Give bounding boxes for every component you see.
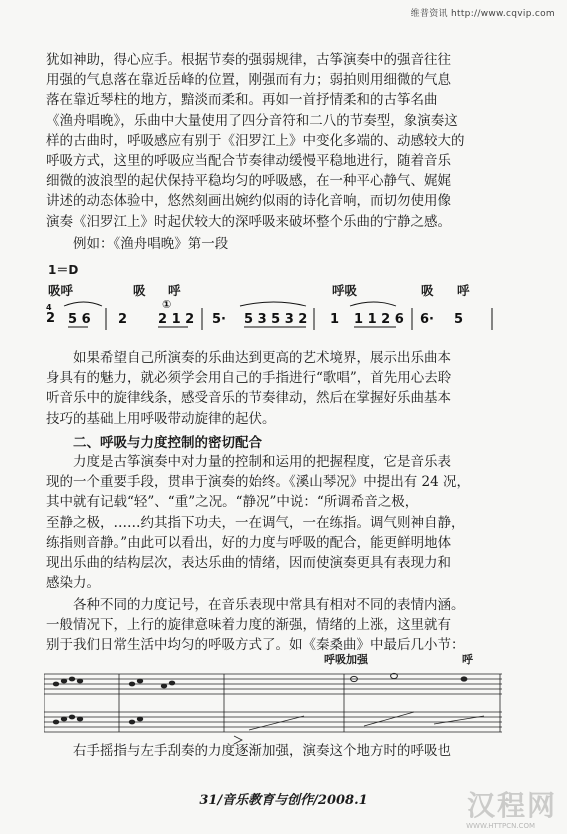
circled-mark: ① bbox=[162, 298, 172, 311]
text-line: 技巧的基础上用呼吸带动旋律的起伏。 bbox=[46, 410, 276, 427]
text-line: 练指则音静。”由此可以看出，好的力度与呼吸的配合，能更鲜明地体 bbox=[46, 534, 452, 551]
note-group: 2 1 2 bbox=[158, 312, 195, 327]
text-line: 《渔舟唱晚》，乐曲中大量使用了四分音符和二八的节奏型，象演奏这 bbox=[46, 112, 458, 129]
breath-mark: 呼 bbox=[168, 283, 181, 298]
text-line: 其中就有记载“轻”、“重”之况。“静况”中说：“所调希音之极， bbox=[46, 494, 419, 511]
text-line: 用强的气息落在靠近岳峰的位置，刚强而有力；弱拍则用细微的气息 bbox=[46, 72, 451, 89]
text-line: 讲述的动态体验中，悠然刻画出婉约似雨的诗化音响，而切勿使用像 bbox=[46, 193, 451, 210]
paragraph-1 bbox=[46, 50, 504, 232]
text-line: 力度是古筝演奏中对力量的控制和运用的把握程度，它是音乐表 bbox=[73, 454, 451, 470]
text-line: 一般情况下，上行的旋律意味着力度的渐强，情绪的上涨，这里就有 bbox=[46, 617, 451, 634]
text-line: 落在靠近琴柱的地方，黯淡而柔和。再如一首抒情柔和的古筝名曲 bbox=[46, 92, 438, 109]
header-watermark: 维普资讯 http://www.cqvip.com bbox=[410, 9, 555, 19]
note-group: 5 3 5 3 2 bbox=[244, 312, 308, 327]
text-line: 别于我们日常生活中均匀的呼吸方式了。如《秦桑曲》中最后几小节： bbox=[46, 637, 465, 654]
staff-notation bbox=[44, 666, 504, 746]
example-label: 例如：《渔舟唱晚》第一段 bbox=[73, 236, 229, 252]
paragraph-2 bbox=[46, 348, 504, 429]
svg-text:6·: 6· bbox=[420, 312, 434, 327]
site-logo: 汉程网 bbox=[466, 789, 557, 822]
paragraph-4 bbox=[46, 595, 504, 656]
breath-mark: 呼吸 bbox=[332, 283, 358, 298]
section-heading: 二、呼吸与力度控制的密切配合 bbox=[73, 435, 262, 451]
text-line: 样的古曲时，呼吸感应有别于《汨罗江上》中变化多端的、动感较大的 bbox=[46, 132, 465, 149]
text-line: 犹如神助，得心应手。根据节奏的强弱规律，古筝演奏中的强音往往 bbox=[46, 52, 451, 68]
svg-text:2: 2 bbox=[118, 312, 128, 327]
svg-text:1: 1 bbox=[330, 312, 340, 327]
text-line: 各种不同的力度记号，在音乐表现中常具有相对不同的表情内涵。 bbox=[73, 597, 465, 613]
note-group: 5 bbox=[454, 312, 464, 327]
note-group: 1 1 2 6 bbox=[354, 312, 404, 327]
breath-mark: 呼 bbox=[457, 283, 470, 298]
svg-text:4: 4 bbox=[46, 303, 52, 312]
text-line: 演奏《汨罗江上》时起伏较大的深呼吸来破坏整个乐曲的宁静之感。 bbox=[46, 213, 451, 230]
paragraph-5 bbox=[46, 741, 504, 761]
note-group: 5 6 bbox=[68, 312, 91, 327]
text-line: 听音乐中的旋律线条，感受音乐的节奏律动，然后在掌握好乐曲基本 bbox=[46, 390, 451, 407]
key-signature: 1＝D bbox=[48, 263, 79, 277]
text-line: 如果希望自己所演奏的乐曲达到更高的艺术境界，展示出乐曲本 bbox=[73, 350, 451, 366]
paragraph-3 bbox=[46, 452, 504, 593]
text-line: 细微的波浪型的起伏保持平稳均匀的呼吸感，在一种平心静气、娓娓 bbox=[46, 173, 451, 190]
text-line: 感染力。 bbox=[46, 575, 100, 592]
svg-text:2: 2 bbox=[46, 311, 56, 326]
site-logo-url: WWW.HTTPCN.COM bbox=[466, 822, 535, 830]
jianpu-notation bbox=[44, 296, 504, 336]
text-line: 至静之极，……约其指下功夫，一在调气，一在练指。调气则神自静， bbox=[46, 514, 465, 531]
staff-label-breath: 呼吸加强 bbox=[324, 653, 368, 666]
text-line: 呼吸方式，这里的呼吸应当配合节奏律动缓慢平稳地进行，随着音乐 bbox=[46, 153, 451, 170]
page-footer: 31/音乐教育与创作/2008.1 bbox=[199, 793, 368, 808]
text-line: 现出乐曲的结构层次，表达乐曲的情绪，因而使演奏更具有表现力和 bbox=[46, 555, 451, 572]
text-line: 身具有的魅力，就必须学会用自己的手指进行“歌唱”，首先用心去聆 bbox=[46, 370, 452, 387]
text-line: 现的一个重要手段，贯串于演奏的始终。《溪山琴况》中提出有 24 况， bbox=[46, 474, 471, 491]
svg-text:5·: 5· bbox=[212, 312, 226, 327]
text-line: 右手摇指与左手刮奏的力度逐渐加强，演奏这个地方时的呼吸也 bbox=[73, 743, 451, 759]
staff-label-exhale: 呼 bbox=[462, 653, 473, 666]
breath-mark: 吸呼 bbox=[48, 283, 74, 298]
breath-mark: 吸 bbox=[133, 283, 146, 298]
breath-mark: 吸 bbox=[421, 283, 434, 298]
